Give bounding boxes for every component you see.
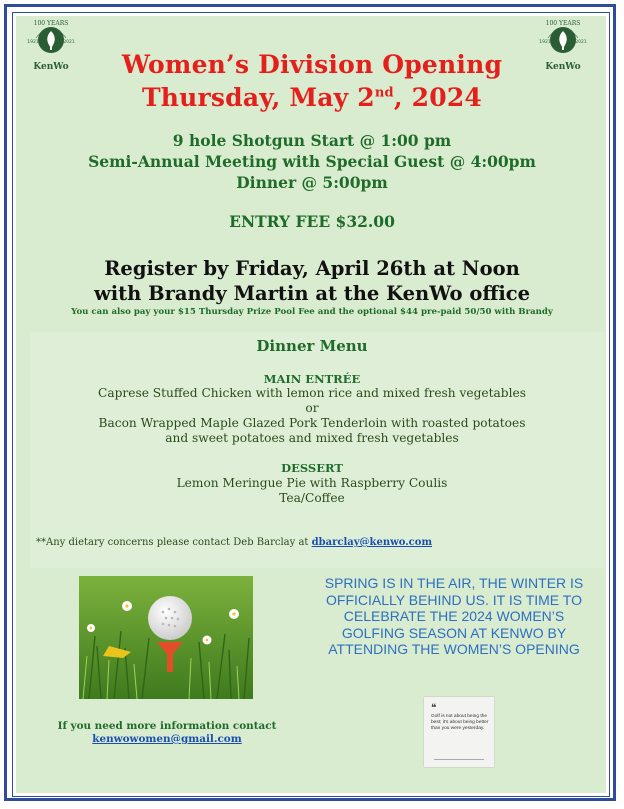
menu-title: Dinner Menu	[256, 337, 368, 355]
quote-divider	[434, 759, 484, 760]
golf-ball-photo	[79, 576, 253, 699]
logo-year-start: 1921	[27, 40, 39, 45]
main-entree-heading: MAIN ENTRÉE	[263, 372, 361, 386]
info-email-link[interactable]: kenwowomen@gmail.com	[92, 733, 242, 745]
spring-announcement: SPRING IS IN THE AIR, THE WINTER IS OFFICIALLY BEHIND US. IT IS TIME TO CELEBRATE THE 2024 WOMEN’S GOLFING SEASON AT KENWO BY ATTENDING THE WOMEN’S OPENING	[324, 575, 584, 658]
menu-item: and sweet potatoes and mixed fresh vegetables	[165, 431, 459, 445]
dinner-menu-box	[30, 332, 604, 568]
logo-year-start: 1921	[539, 40, 551, 45]
menu-item: Lemon Meringue Pie with Raspberry Coulis	[176, 476, 448, 490]
quote-text: Golf is not about being the best; it's about being better than you were yesterday.	[431, 714, 489, 731]
event-title: Women’s Division Opening	[121, 50, 503, 79]
event-date	[0, 83, 624, 112]
logo-name: KenWo	[545, 62, 581, 72]
golf-quote-card	[424, 697, 494, 767]
menu-item: or	[305, 401, 319, 415]
dietary-email-link[interactable]: dbarclay@kenwo.com	[311, 537, 433, 548]
schedule-dinner: Dinner @ 5:00pm	[236, 173, 388, 192]
info-contact-text: If you need more information contact	[57, 720, 277, 732]
logo-name: KenWo	[33, 62, 69, 72]
prize-pool-note: You can also pay your $15 Thursday Prize Pool Fee and the optional $44 pre-paid 50/50 with Brandy	[71, 307, 553, 317]
logo-year-end: 2021	[63, 40, 75, 45]
menu-item: Tea/Coffee	[279, 491, 345, 505]
menu-item: Bacon Wrapped Maple Glazed Pork Tenderloin with roasted potatoes	[98, 416, 526, 430]
entry-fee: ENTRY FEE $32.00	[229, 212, 395, 231]
menu-item: Caprese Stuffed Chicken with lemon rice and mixed fresh vegetables	[98, 386, 526, 400]
register-deadline: Register by Friday, April 26th at Noon	[104, 257, 520, 280]
schedule-meeting: Semi-Annual Meeting with Special Guest @ 4:00pm	[88, 152, 536, 171]
schedule-shotgun: 9 hole Shotgun Start @ 1:00 pm	[172, 131, 452, 150]
logo-years: 100 YEARS	[545, 20, 581, 27]
event-date-main: Thursday, May 2	[141, 83, 375, 112]
dietary-note	[36, 537, 432, 548]
info-contact-email-wrapper	[40, 733, 294, 745]
event-date-suffix: nd	[374, 85, 394, 101]
logo-years: 100 YEARS	[33, 20, 69, 27]
dessert-heading: DESSERT	[281, 461, 343, 475]
dietary-text: **Any dietary concerns please contact Deb Barclay at	[36, 537, 312, 548]
logo-year-end: 2021	[575, 40, 587, 45]
quote-mark-icon: ❝	[431, 703, 437, 714]
event-date-year: , 2024	[393, 83, 483, 112]
register-contact: with Brandy Martin at the KenWo office	[93, 282, 531, 305]
